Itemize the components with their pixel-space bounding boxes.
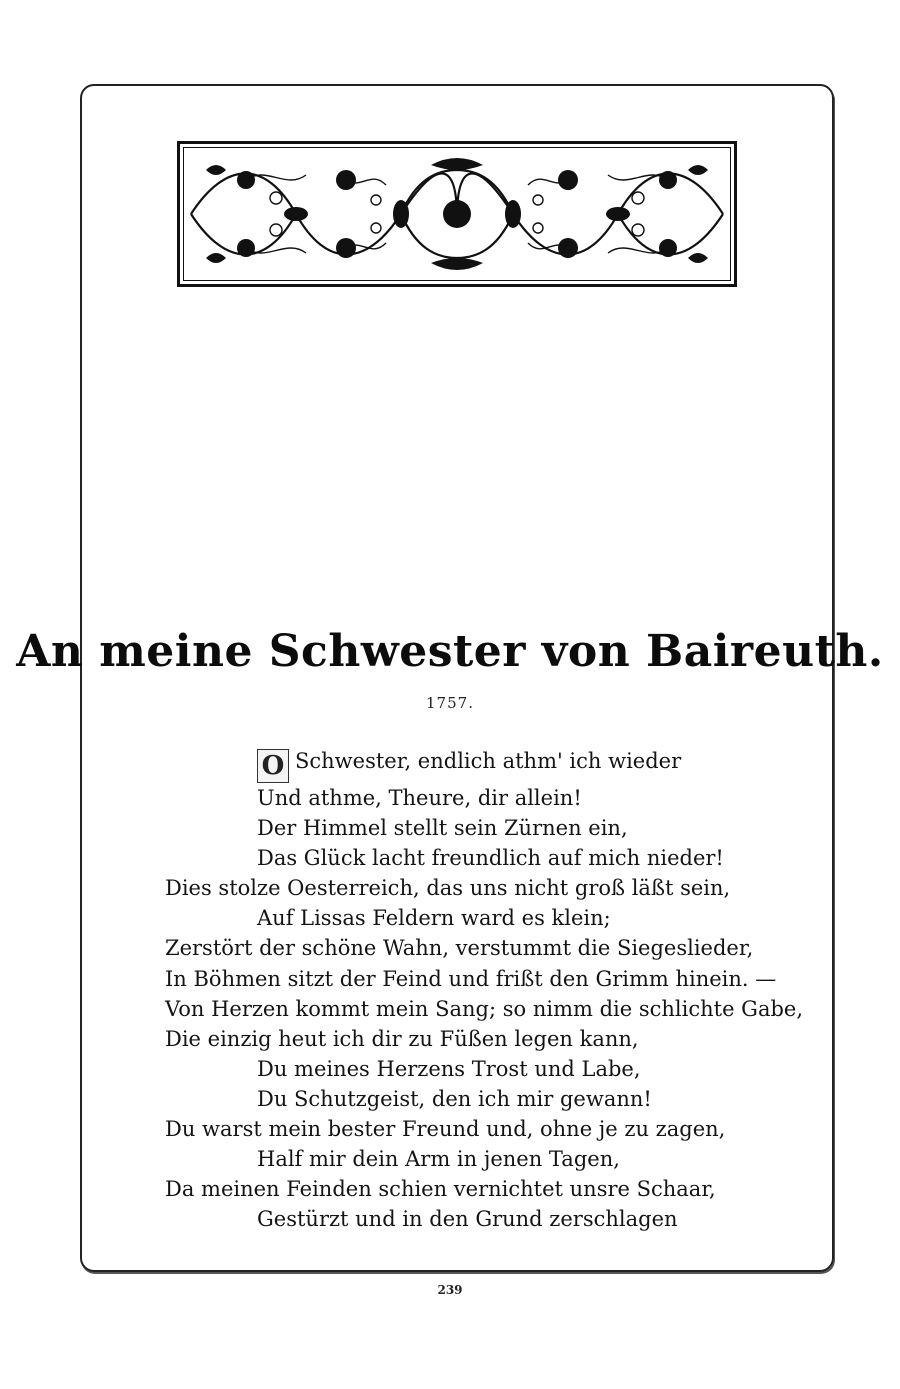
poem-line-text: Du warst mein bester Freund und, ohne je zu zagen, bbox=[165, 1117, 726, 1142]
poem-line bbox=[165, 1084, 805, 1114]
poem-line bbox=[165, 873, 805, 903]
poem-line bbox=[165, 843, 805, 873]
ornamental-headpiece bbox=[177, 141, 737, 287]
page-number: 239 bbox=[437, 1283, 463, 1297]
floral-ornament-icon bbox=[186, 150, 728, 278]
poem-line-text: Dies stolze Oesterreich, das uns nicht groß läßt sein, bbox=[165, 876, 731, 901]
poem-line bbox=[165, 933, 805, 963]
poem-line-text: Der Himmel stellt sein Zürnen ein, bbox=[257, 816, 628, 841]
poem-line-text: Das Glück lacht freundlich auf mich nieder! bbox=[257, 846, 724, 871]
poem-line-text: Und athme, Theure, dir allein! bbox=[257, 786, 582, 810]
poem-line bbox=[165, 1144, 805, 1174]
poem-line bbox=[165, 783, 805, 813]
poem-line-text: Die einzig heut ich dir zu Füßen legen kann, bbox=[165, 1026, 639, 1051]
poem-line-text: Half mir dein Arm in jenen Tagen, bbox=[257, 1147, 620, 1172]
poem-line-text: Schwester, endlich athm' ich wieder bbox=[295, 749, 682, 773]
poem-line-text: Du Schutzgeist, den ich mir gewann! bbox=[257, 1086, 652, 1111]
poem-line-text: In Böhmen sitzt der Feind und frißt den Grimm hinein. — bbox=[165, 966, 777, 991]
poem-line-text: Gestürzt und in den Grund zerschlagen bbox=[257, 1207, 678, 1232]
poem-line bbox=[165, 994, 805, 1024]
poem-line-text: Auf Lissas Feldern ward es klein; bbox=[257, 906, 611, 931]
poem-year: 1757. bbox=[426, 694, 474, 712]
poem-line bbox=[165, 1174, 805, 1204]
poem-line bbox=[165, 1024, 805, 1054]
poem-line bbox=[165, 903, 805, 933]
poem-line bbox=[165, 746, 805, 783]
poem-line bbox=[165, 1054, 805, 1084]
poem-line bbox=[165, 813, 805, 843]
poem-body bbox=[165, 746, 805, 1234]
poem-line-text: Da meinen Feinden schien vernichtet unsre Schaar, bbox=[165, 1177, 716, 1202]
decorated-initial: O bbox=[257, 749, 289, 783]
poem-line-text: Du meines Herzens Trost und Labe, bbox=[257, 1056, 641, 1081]
poem-line bbox=[165, 1114, 805, 1144]
poem-line-text: Von Herzen kommt mein Sang; so nimm die schlichte Gabe, bbox=[165, 996, 804, 1021]
poem-title: An meine Schwester von Baireuth. bbox=[16, 626, 884, 677]
poem-line bbox=[165, 964, 805, 994]
poem-line bbox=[165, 1204, 805, 1234]
poem-line-text: Zerstört der schöne Wahn, verstummt die Siegeslieder, bbox=[165, 936, 754, 961]
